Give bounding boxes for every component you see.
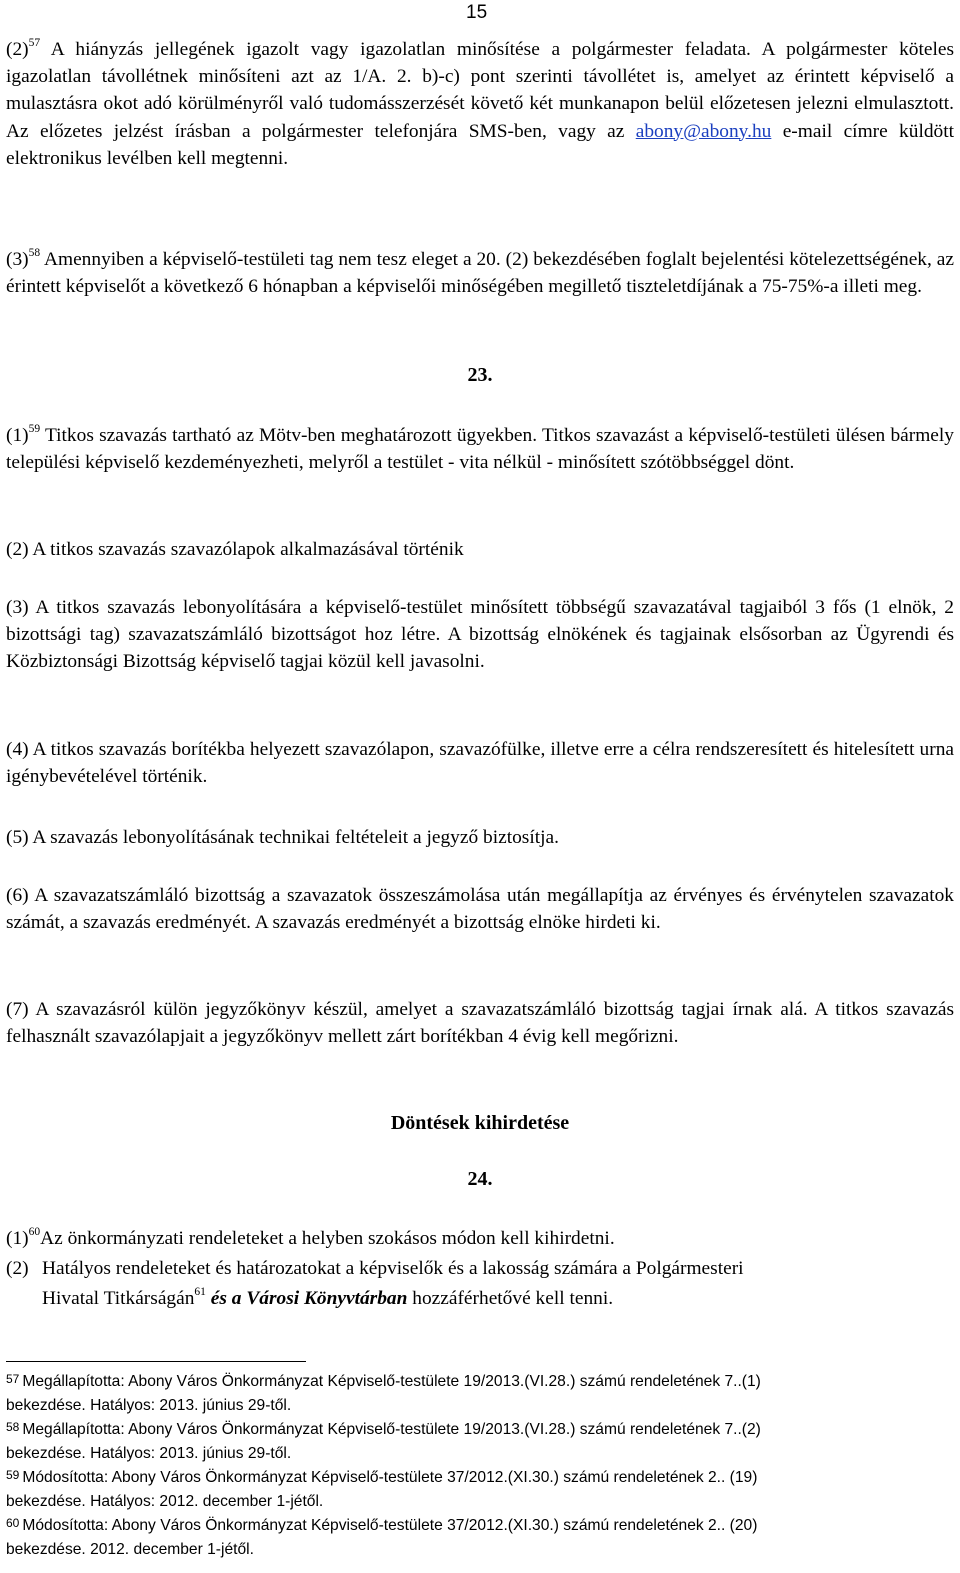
paragraph-23-2: (2) A titkos szavazás szavazólapok alkalmazásával történik (6, 539, 464, 560)
footnote-text: Megállapította: Abony Város Önkormányzat Képviselő-testülete 19/2013.(VI.28.) számú rendeletének 7..(1) (22, 1373, 761, 1390)
footnote-text: Módosította: Abony Város Önkormányzat Képviselő-testülete 37/2012.(XI.30.) számú rendeletének 2.. (19) (22, 1469, 758, 1486)
footnote-58 (6, 1418, 954, 1465)
paragraph-label: (1) (6, 1228, 29, 1249)
paragraph-text: Hatályos rendeleteket és határozatokat a képviselők és a lakosság számára a Polgármesteri (42, 1258, 744, 1279)
paragraph-text: Titkos szavazás tartható az Mötv-ben meghatározott ügyekben. Titkos szavazást a képviselő-testületi ülésen bármely települési képviselő kezdeményezheti, melyről a testület - vita nélkül - minősített szótöbbséggel dönt. (6, 425, 954, 474)
paragraph-24-2 (6, 1254, 954, 1314)
footnote-text: Módosította: Abony Város Önkormányzat Képviselő-testülete 37/2012.(XI.30.) számú rendeletének 2.. (20) (22, 1517, 758, 1534)
emphasis-text: és a Városi Könyvtárban (210, 1288, 408, 1309)
footnote-number: 57 (6, 1372, 20, 1386)
paragraph-22-3 (6, 246, 954, 300)
paragraph-label: (1) (6, 425, 29, 446)
paragraph-text: A hiányzás jellegének igazolt vagy igazolatlan minősítése a polgármester feladata. A polgármester köteles igazolatlan távollétnek minősíteni azt az 1/A. 2. b)-c) pont szerinti távollétet is, amelyet az érintett képviselő a mulasztásra okot adó körülményről való tudomásszerzését követő két munkanapon belül előzetesen jelezni elmulasztott. Az előzetes jelzést írásban a polgármester telefonjára SMS-ben, vagy az (6, 39, 954, 142)
email-link[interactable]: abony@abony.hu (635, 120, 772, 142)
footnote-57 (6, 1370, 954, 1417)
footnote-ref[interactable]: 61 (194, 1285, 206, 1298)
paragraph-text: Amennyiben a képviselő-testületi tag nem tesz eleget a 20. (2) bekezdésében foglalt bejelentési kötelezettségének, az érintett képviselőt a következő 6 hónapban a képviselői minőségében megillető tiszteletdíjának a 75-75%-a illeti meg. (6, 249, 954, 298)
footnote-60 (6, 1514, 954, 1561)
paragraph-23-5: (5) A szavazás lebonyolításának technikai feltételeit a jegyző biztosítja. (6, 827, 559, 848)
footnote-text: bekezdése. Hatályos: 2013. június 29-től. (6, 1445, 292, 1462)
footnote-ref[interactable]: 57 (28, 36, 41, 49)
page-number: 15 (466, 2, 488, 23)
section-heading: Döntések kihirdetése (390, 1112, 570, 1134)
footnote-text: bekezdése. 2012. december 1-jétől. (6, 1541, 254, 1558)
footnote-ref[interactable]: 60 (28, 1225, 41, 1238)
section-23-heading: 23. (467, 364, 493, 386)
footnote-ref[interactable]: 59 (28, 422, 41, 435)
footnote-text: bekezdése. Hatályos: 2013. június 29-től. (6, 1397, 292, 1414)
paragraph-label: (2) (6, 39, 29, 60)
paragraph-23-4: (4) A titkos szavazás borítékba helyezett szavazólapon, szavazófülke, illetve erre a célra rendszeresített és hitelesített urna igénybevételével történik. (6, 739, 954, 788)
paragraph-22-2 (6, 36, 954, 172)
paragraph-23-7: (7) A szavazásról külön jegyzőkönyv készül, amelyet a szavazatszámláló bizottság tagjai írnak alá. A titkos szavazás felhasznált szavazólapjait a jegyzőkönyv mellett zárt borítékban 4 évig kell megőrizni. (6, 999, 954, 1048)
footnote-separator (6, 1361, 306, 1362)
paragraph-label: (3) (6, 249, 29, 270)
footnote-number: 60 (6, 1516, 20, 1530)
paragraph-23-3: (3) A titkos szavazás lebonyolítására a képviselő-testület minősített többségű szavazatával tagjaiból 3 fős (1 elnök, 2 bizottsági tag) szavazatszámláló bizottságot hoz létre. A bizottság elnökének és tagjainak elsősorban az Ügyrendi és Közbiztonsági Bizottság képviselő tagjai közül kell javasolni. (6, 597, 954, 673)
paragraph-text: Hivatal Titkárságán (42, 1288, 195, 1309)
section-24-heading: 24. (467, 1168, 493, 1190)
paragraph-24-1 (6, 1224, 954, 1254)
paragraph-label: (2) (6, 1258, 29, 1279)
paragraph-text: hozzáférhetővé kell tenni. (412, 1288, 614, 1309)
footnote-ref[interactable]: 58 (28, 246, 41, 259)
paragraph-23-6: (6) A szavazatszámláló bizottság a szavazatok összeszámolása után megállapítja az érvényes és érvénytelen szavazatok számát, a szavazás eredményét. A szavazás eredményét a bizottság elnöke hirdeti ki. (6, 885, 954, 934)
footnote-text: bekezdése. Hatályos: 2012. december 1-jétől. (6, 1493, 324, 1510)
footnote-text: Megállapította: Abony Város Önkormányzat Képviselő-testülete 19/2013.(VI.28.) számú rendeletének 7..(2) (22, 1421, 761, 1438)
footnote-number: 59 (6, 1468, 20, 1482)
footnote-59 (6, 1466, 954, 1513)
paragraph-23-1 (6, 422, 954, 476)
paragraph-text: e-mail címre küldött elektronikus levélben kell megtenni. (6, 120, 954, 169)
footnote-number: 58 (6, 1420, 20, 1434)
paragraph-text: Az önkormányzati rendeleteket a helyben szokásos módon kell kihirdetni. (40, 1228, 615, 1249)
